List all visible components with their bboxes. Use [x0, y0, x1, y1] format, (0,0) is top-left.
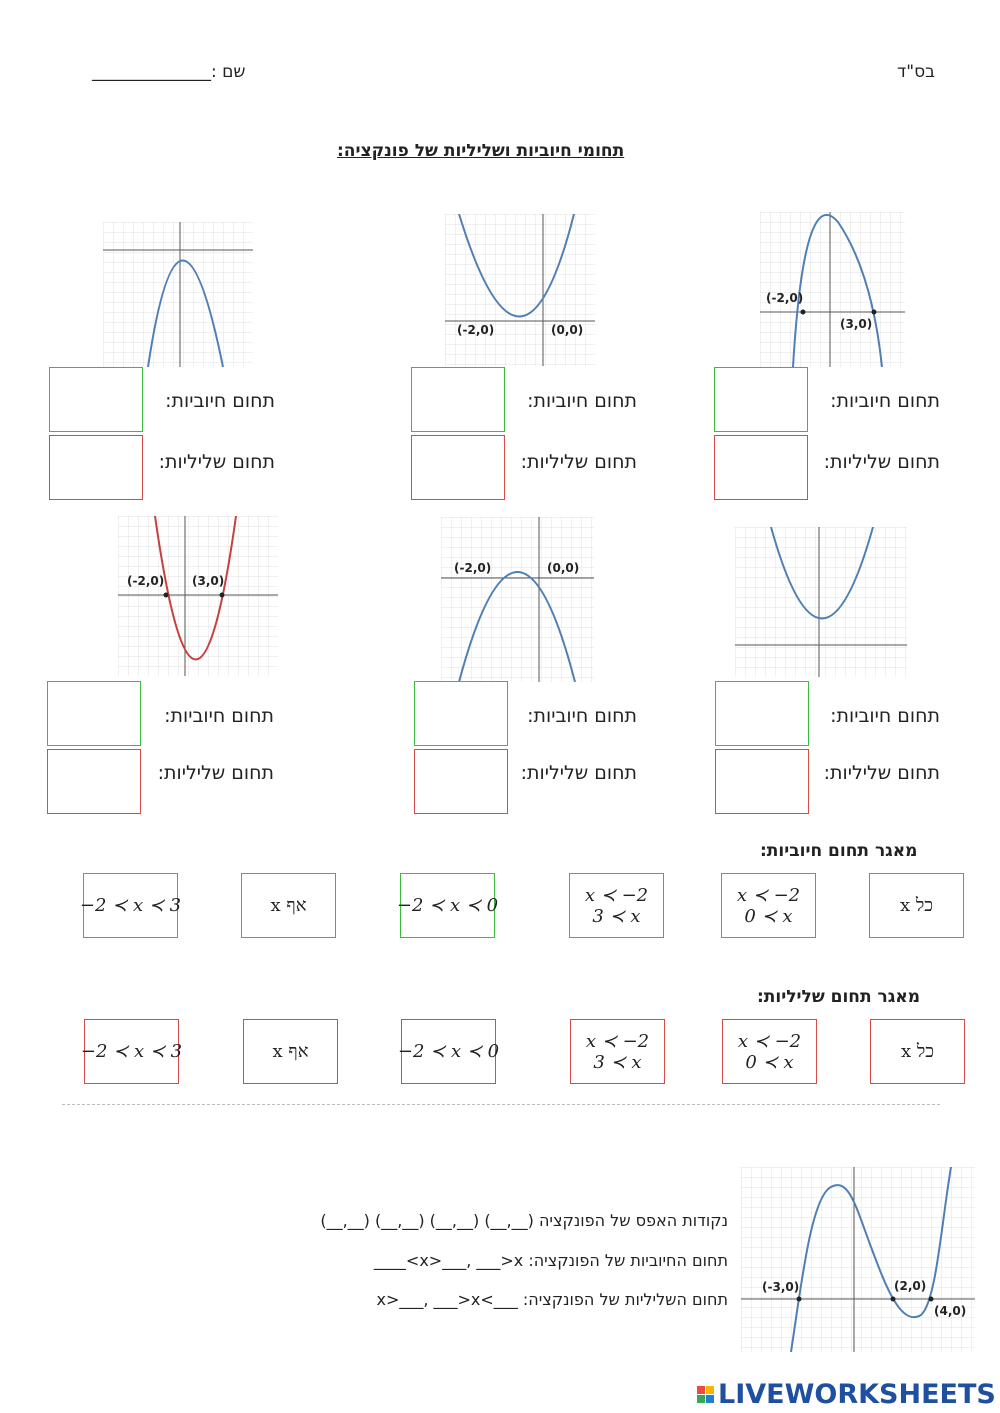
chip-text: −2 ≺ x ≺ 0	[396, 895, 499, 916]
bank-chip-negative[interactable]	[870, 1019, 965, 1084]
logo-text: LIVEWORKSHEETS	[718, 1378, 996, 1410]
chip-line: 3 ≺ x	[592, 905, 641, 927]
point-label: (-3,0)	[762, 1280, 800, 1294]
grid	[441, 517, 594, 682]
point-label: (4,0)	[934, 1304, 967, 1318]
graph-5	[441, 517, 594, 682]
bank-chip-negative[interactable]	[243, 1019, 338, 1084]
negative-label: תחום שליליות:	[520, 762, 637, 784]
positive-bank-title: מאגר תחום חיוביות:	[760, 841, 918, 861]
bank-chip-negative[interactable]	[80, 1019, 183, 1084]
chip-line: 0 ≺ x	[745, 1051, 794, 1073]
negative-label: תחום שליליות:	[823, 451, 940, 473]
point-label: (3,0)	[192, 574, 225, 588]
zero-point	[220, 593, 225, 598]
page-title: תחומי חיוביות ושליליות של פונקציה:	[337, 141, 625, 161]
chip-text: אף x	[270, 895, 307, 916]
positive-label: תחום חיוביות:	[165, 390, 275, 412]
zero-point	[929, 1297, 934, 1302]
positive-label: תחום חיוביות:	[830, 705, 940, 727]
negative-range-question[interactable]: תחום השליליות של הפונקציה: ___>x>___, ___>x	[376, 1290, 728, 1309]
chip-line: 0 ≺ x	[744, 905, 793, 927]
answer-box-negative-4[interactable]	[715, 749, 809, 814]
positive-label: תחום חיוביות:	[830, 390, 940, 412]
zeros-question[interactable]: נקודות האפס של הפונקציה (__,__) (__,__) (__,__) (__,__)	[320, 1211, 728, 1230]
negative-label: תחום שליליות:	[158, 451, 275, 473]
bank-chip-positive[interactable]	[79, 873, 182, 938]
answer-box-negative-3[interactable]	[49, 435, 143, 500]
bank-chip-negative[interactable]	[570, 1019, 665, 1084]
zero-point	[872, 310, 877, 315]
point-label: (-2,0)	[127, 574, 165, 588]
chip-text: −2 ≺ x ≺ 3	[79, 895, 182, 916]
chip-text: −2 ≺ x ≺ 0	[397, 1041, 500, 1062]
answer-box-positive-3[interactable]	[49, 367, 143, 432]
negative-label: תחום שליליות:	[520, 451, 637, 473]
zero-point	[164, 593, 169, 598]
point-label: (-2,0)	[457, 323, 495, 337]
liveworksheets-logo	[697, 1376, 997, 1412]
point-label: (0,0)	[547, 561, 580, 575]
zero-point	[801, 310, 806, 315]
point-label: (3,0)	[840, 317, 873, 331]
answer-box-negative-6[interactable]	[47, 749, 141, 814]
zero-point	[797, 1297, 802, 1302]
graph-4	[735, 527, 907, 677]
point-label: (2,0)	[894, 1279, 927, 1293]
chip-text: −2 ≺ x ≺ 3	[80, 1041, 183, 1062]
point-label: (-2,0)	[454, 561, 492, 575]
zero-point	[891, 1297, 896, 1302]
chip-line: x ≺ −2	[584, 884, 649, 906]
chip-line: x ≺ −2	[585, 1030, 650, 1052]
point-label: (-2,0)	[766, 291, 804, 305]
bank-chip-positive[interactable]	[396, 873, 499, 938]
grid	[735, 527, 907, 677]
positive-label: תחום חיוביות:	[164, 705, 274, 727]
graph-3	[103, 222, 253, 367]
chip-text: אף x	[272, 1041, 309, 1062]
bank-chip-positive[interactable]	[569, 873, 664, 938]
bank-chip-positive[interactable]	[241, 873, 336, 938]
chip-line: 3 ≺ x	[593, 1051, 642, 1073]
graph-6	[118, 516, 278, 676]
negative-label: תחום שליליות:	[157, 762, 274, 784]
chip-text: כל x	[900, 1041, 935, 1062]
chip-text: כל x	[899, 895, 934, 916]
chip-line: x ≺ −2	[736, 884, 801, 906]
graph-2	[445, 214, 595, 366]
grid	[445, 214, 595, 366]
header-bsd: בס"ד	[897, 62, 935, 82]
bank-chip-positive[interactable]	[869, 873, 964, 938]
answer-box-positive-6[interactable]	[47, 681, 141, 746]
bank-chip-positive[interactable]	[721, 873, 816, 938]
positive-label: תחום חיוביות:	[527, 705, 637, 727]
graph-1	[760, 212, 905, 367]
positive-label: תחום חיוביות:	[527, 390, 637, 412]
answer-box-negative-1[interactable]	[714, 435, 808, 500]
answer-box-positive-2[interactable]	[411, 367, 505, 432]
grid	[103, 222, 253, 367]
name-field-label[interactable]: שם :______________	[92, 62, 246, 82]
answer-box-positive-5[interactable]	[414, 681, 508, 746]
grid	[118, 516, 278, 676]
negative-bank-title: מאגר תחום שליליות:	[757, 987, 921, 1007]
cubic-graph	[741, 1167, 975, 1352]
bank-chip-negative[interactable]	[397, 1019, 500, 1084]
chip-line: x ≺ −2	[737, 1030, 802, 1052]
grid	[760, 212, 905, 367]
answer-box-negative-2[interactable]	[411, 435, 505, 500]
grid	[741, 1167, 975, 1352]
bank-chip-negative[interactable]	[722, 1019, 817, 1084]
positive-range-question[interactable]: תחום החיוביות של הפונקציה: x>___, ___>x>____	[373, 1251, 728, 1270]
section-divider	[62, 1104, 940, 1105]
negative-label: תחום שליליות:	[823, 762, 940, 784]
answer-box-positive-1[interactable]	[714, 367, 808, 432]
point-label: (0,0)	[551, 323, 584, 337]
answer-box-positive-4[interactable]	[715, 681, 809, 746]
logo-mark-icon	[697, 1386, 714, 1403]
answer-box-negative-5[interactable]	[414, 749, 508, 814]
